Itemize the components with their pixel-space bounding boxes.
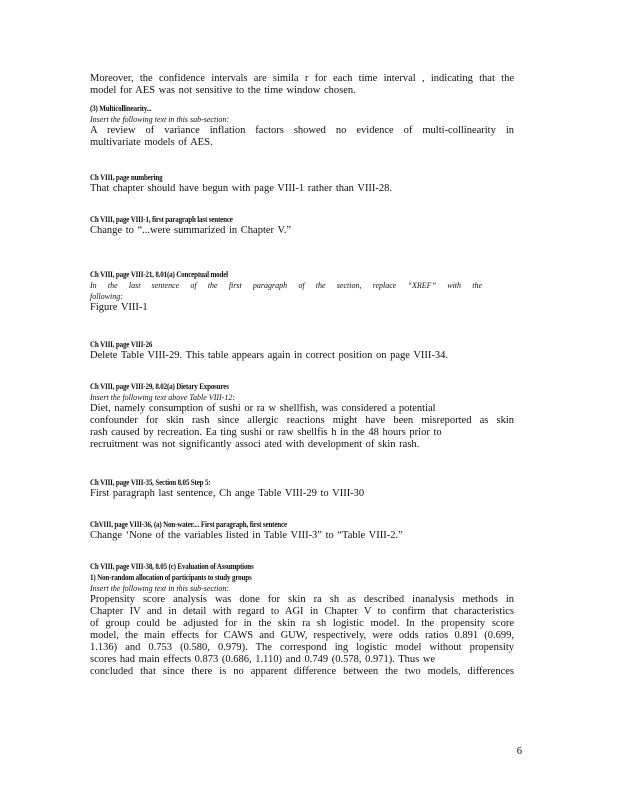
body-text-line: model, the main effects for CAWS and GUW, respectively, were odds ratios 0.891 (0.699, <box>90 630 514 641</box>
section-heading: Ch VIII, page VIII-26 <box>90 340 153 349</box>
text-block-h1 <box>90 103 514 149</box>
instruction-text: Insert the following text in this sub-section: <box>90 584 230 593</box>
body-text-line: Change to “...were summarized in Chapter V.” <box>90 225 291 236</box>
body-text-line: A review of variance inflation factors showed no evidence of multi-collinearity in <box>90 125 514 136</box>
body-text-line: Moreover, the confidence intervals are simila r for each time interval , indicating that the <box>90 73 514 84</box>
section-heading: Ch VIII, page VIII-29, 8.02(a) Dietary Exposures <box>90 382 229 391</box>
body-text-line: Chapter IV and in detail with regard to AGI in Chapter V to confirm that characteristics <box>90 606 514 617</box>
instruction-text: In the last sentence of the first paragraph of the section, replace “XREF” with the <box>90 281 482 290</box>
body-text-line: Figure VIII-1 <box>90 302 148 313</box>
section-heading: Ch VIII, page VIII-38, 8.05 (c) Evaluation of Assumptions <box>90 562 254 571</box>
body-text-line: First paragraph last sentence, Ch ange Table VIII-29 to VIII-30 <box>90 488 365 499</box>
text-block-b5 <box>90 339 514 362</box>
text-block-b4 <box>90 269 514 314</box>
instruction-text: Insert the following text in this sub-section: <box>90 115 230 124</box>
body-text-line: concluded that since there is no apparent difference between the two models, differences <box>90 666 514 677</box>
page-number: 6 <box>516 746 522 757</box>
section-heading: Ch VIII, page numbering <box>90 173 163 182</box>
body-text-line: That chapter should have begun with page VIII-1 rather than VIII-28. <box>90 183 393 194</box>
section-heading: ChVIII, page VIII-36, (a) Non-water.... First paragraph, first sentence <box>90 520 287 529</box>
body-text-line: Propensity score analysis was done for skin ra sh as described inanalysis methods in <box>90 594 514 605</box>
body-text-line: Delete Table VIII-29. This table appears again in correct position on page VIII-34. <box>90 350 449 361</box>
body-text-line: recruitment was not significantly associ ated with development of skin rash. <box>90 439 420 450</box>
instruction-text: following: <box>90 292 123 301</box>
body-text-line: scores had main effects 0.873 (0.686, 1.110) and 0.749 (0.578, 0.971). Thus we <box>90 654 436 665</box>
body-text-line: of group could be adjusted for in the skin ra sh logistic model. In the propensity score <box>90 618 514 629</box>
body-text-line: Change ‘None of the variables listed in Table VIII-3” to “Table VIII-2.” <box>90 530 403 541</box>
text-block-b7 <box>90 477 514 500</box>
section-heading: (3) Multicollinearity... <box>90 104 152 113</box>
section-heading: Ch VIII, page VIII-35, Section 8.05 Step 5: <box>90 478 211 487</box>
text-block-b3 <box>90 214 514 237</box>
text-block-b9 <box>90 561 514 678</box>
body-text-line: Diet, namely consumption of sushi or ra w shellfish, was considered a potential <box>90 403 436 414</box>
text-block-p1 <box>90 73 514 97</box>
text-block-b8 <box>90 519 514 542</box>
body-text-line: model for AES was not sensitive to the time window chosen. <box>90 85 356 96</box>
body-text-line: confounder for skin rash since allergic reactions might have been misreported as skin <box>90 415 514 426</box>
text-block-b2 <box>90 172 514 195</box>
body-text-line: multivariate models of AES. <box>90 137 213 148</box>
body-text-line: rash caused by recreation. Ea ting sushi or raw shellfis h in the 48 hours prior to <box>90 427 442 438</box>
instruction-text: Insert the following text above Table VIII-12: <box>90 393 236 402</box>
body-text-line: 1.136) and 0.753 (0.580, 0.979). The correspond ing logistic model without propensity <box>90 642 514 653</box>
section-heading: Ch VIII, page VIII-1, first paragraph last sentence <box>90 215 233 224</box>
section-heading: Ch VIII, page VIII-21, 8.01(a) Conceptual model <box>90 270 228 279</box>
text-block-b6 <box>90 381 514 451</box>
section-heading: 1) Non-random allocation of participants to study groups <box>90 573 252 582</box>
